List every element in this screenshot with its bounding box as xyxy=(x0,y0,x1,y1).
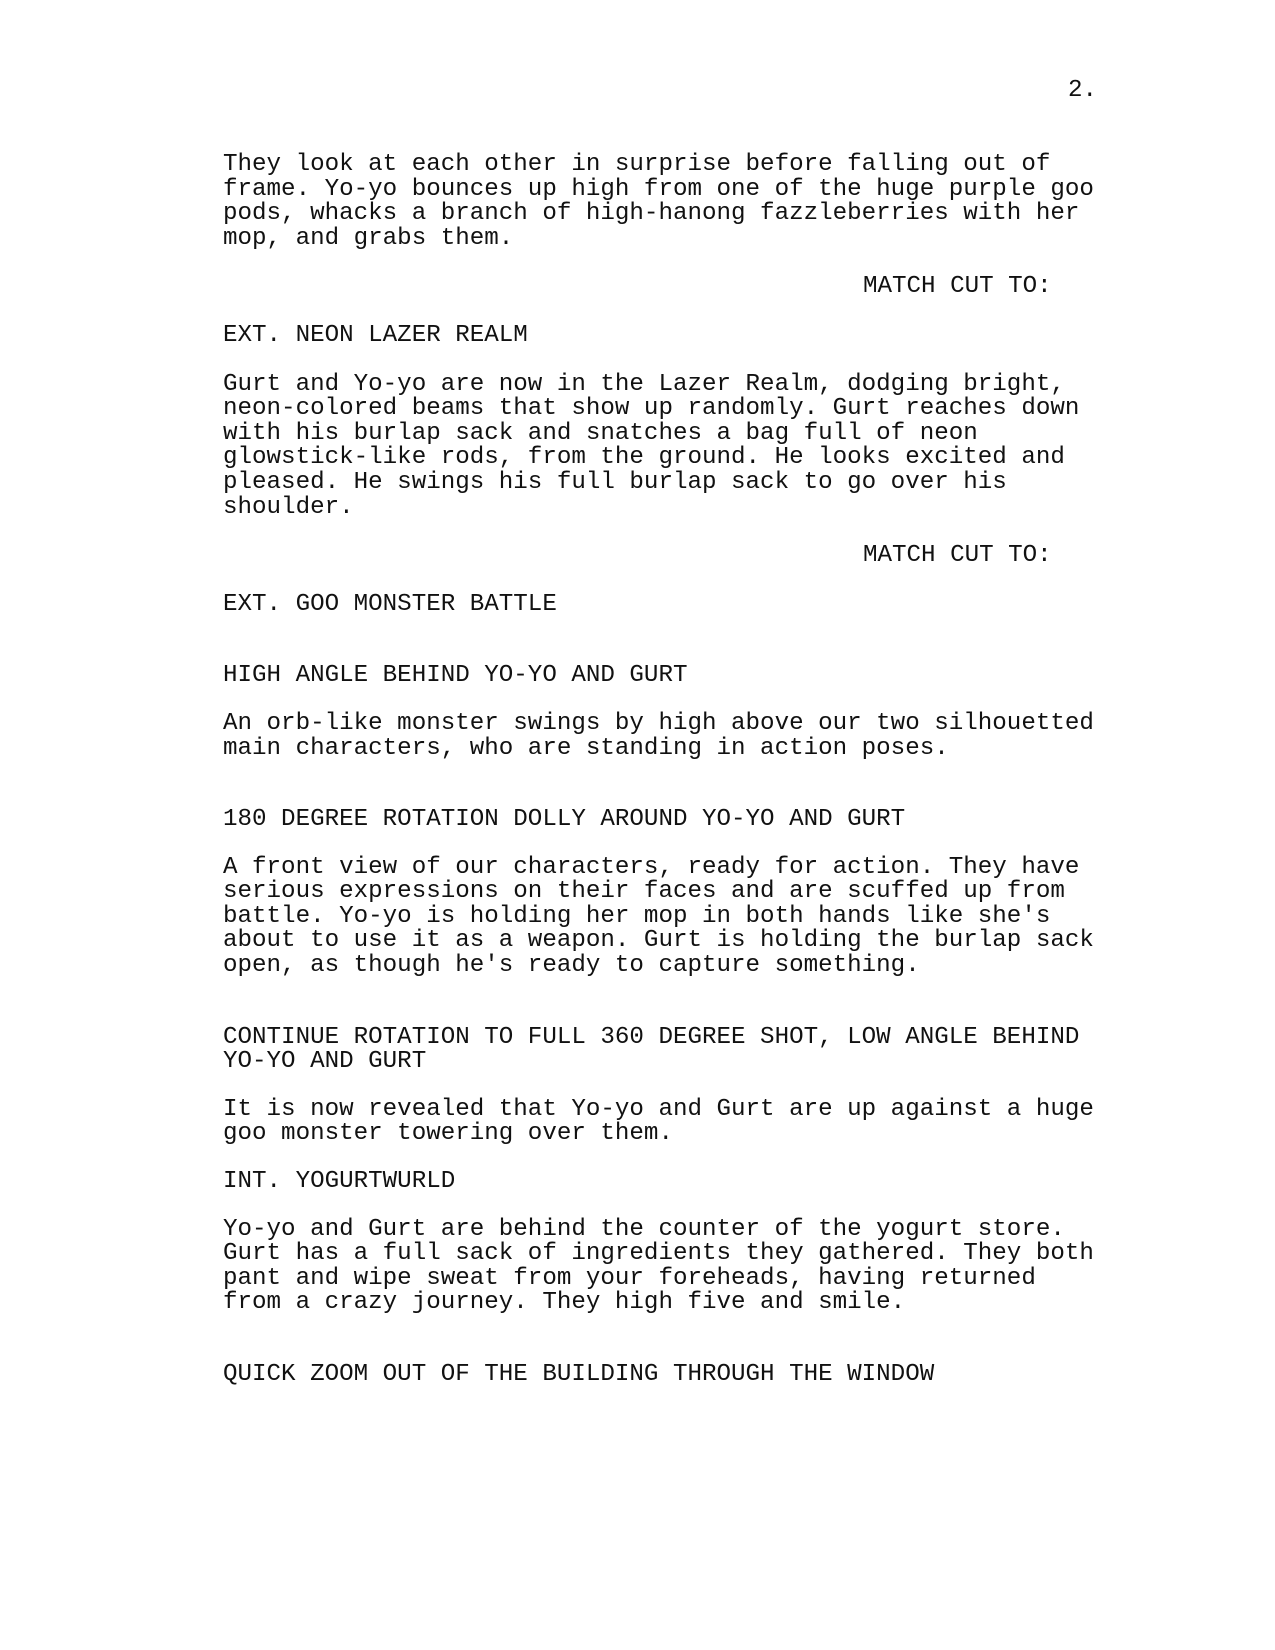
shot-heading: QUICK ZOOM OUT OF THE BUILDING THROUGH THE WINDOW xyxy=(223,1361,935,1388)
scene-heading: EXT. GOO MONSTER BATTLE xyxy=(223,590,557,618)
transition: MATCH CUT TO: xyxy=(863,273,1052,301)
action-block: Gurt and Yo-yo are now in the Lazer Realm, dodging bright, neon-colored beams that show up randomly. Gurt reaches down with his burlap sack and snatches a bag full of neon glowstick-like rods, from the ground. He looks excited and pleased. He swings his full burlap sack to go over his shoulder. xyxy=(223,370,1080,521)
shot-heading: 180 DEGREE ROTATION DOLLY AROUND YO-YO AND GURT xyxy=(223,806,906,834)
action-block: An orb-like monster swings by high above our two silhouetted main characters, who are standing in action poses. xyxy=(223,709,1094,762)
transition: MATCH CUT TO: xyxy=(863,542,1052,570)
screenplay-body xyxy=(223,153,1123,1388)
shot-heading: HIGH ANGLE BEHIND YO-YO AND GURT xyxy=(223,662,688,690)
scene-heading: EXT. NEON LAZER REALM xyxy=(223,321,528,349)
shot-heading: CONTINUE ROTATION TO FULL 360 DEGREE SHOT, LOW ANGLE BEHIND YO-YO AND GURT xyxy=(223,1023,1080,1076)
action-block: A front view of our characters, ready for action. They have serious expressions on their faces and are scuffed up from battle. Yo-yo is holding her mop in both hands like she's about to use it as a weapon. Gurt is holding the burlap sack open, as though he's ready to capture something. xyxy=(223,853,1094,980)
action-block: It is now revealed that Yo-yo and Gurt are up against a huge goo monster towering over them. xyxy=(223,1095,1094,1148)
action-block: Yo-yo and Gurt are behind the counter of the yogurt store. Gurt has a full sack of ingredients they gathered. They both pant and wipe sweat from your foreheads, having returned from a crazy journey. They high five and smile. xyxy=(223,1215,1094,1317)
page-number: 2. xyxy=(1067,77,1097,104)
action-block: They look at each other in surprise before falling out of frame. Yo-yo bounces up high from one of the huge purple goo pods, whacks a branch of high-hanong fazzleberries with her mop, and grabs them. xyxy=(223,151,1094,252)
scene-heading: INT. YOGURTWURLD xyxy=(223,1168,456,1196)
